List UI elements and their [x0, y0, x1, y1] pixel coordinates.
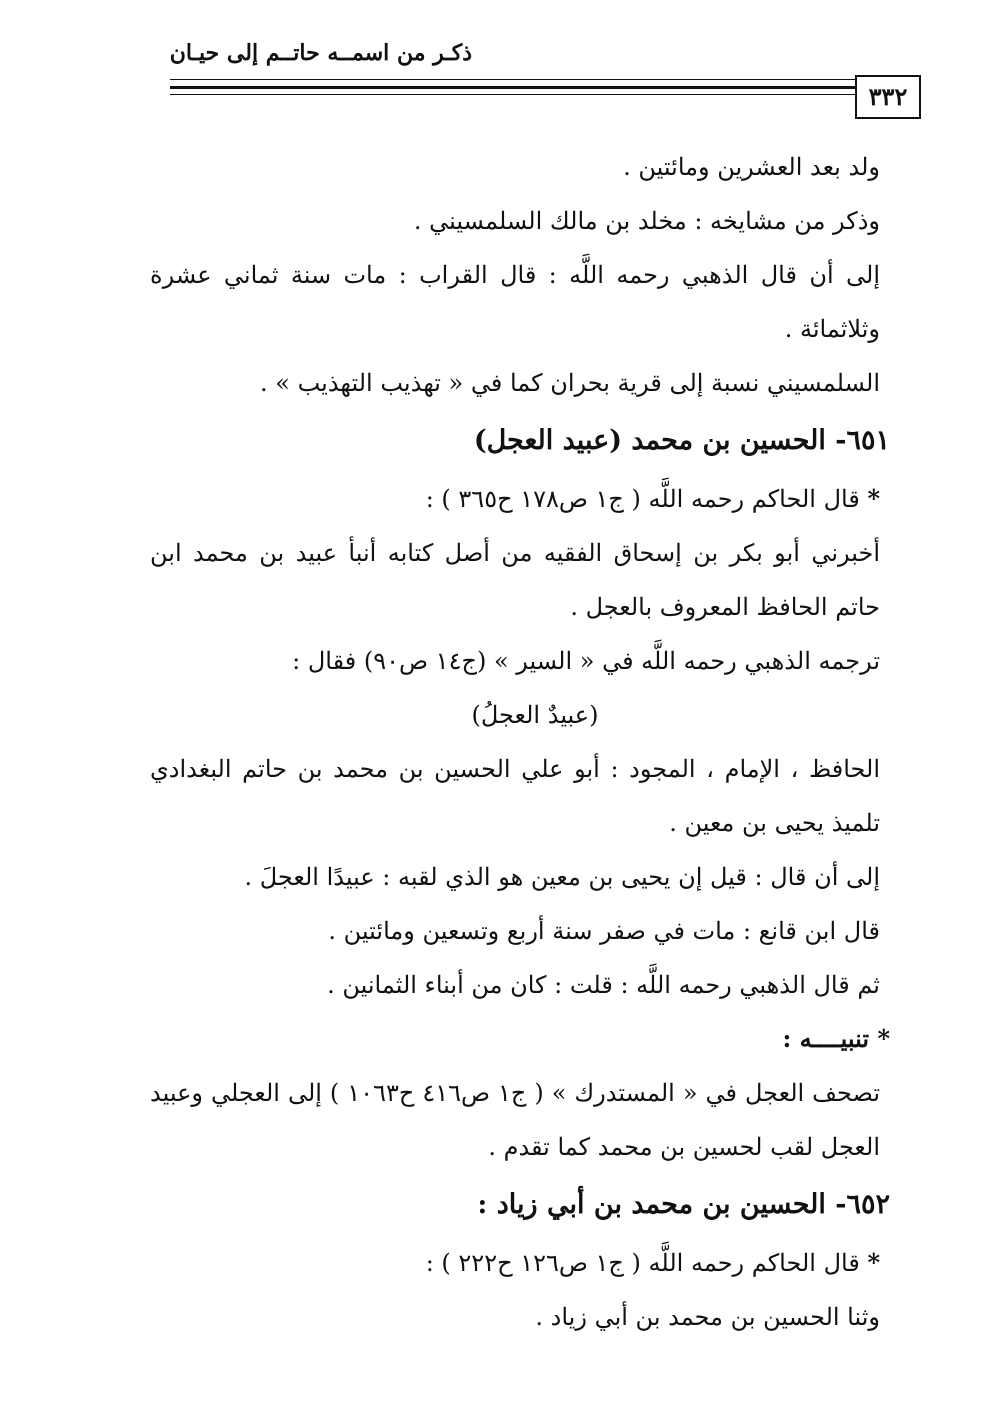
notice-heading [150, 1012, 920, 1066]
paragraph: ترجمه الذهبي رحمه اللَّه في « السير » (ج١٤ ص٩٠) فقال : [292, 647, 880, 675]
asterisk-marker: * [867, 1248, 880, 1277]
paragraph: أخبرني أبو بكر بن إسحاق الفقيه من أصل كتابه أنبأ عبيد بن محمد ابن حاتم الحافظ المعروف بالعجل . [150, 539, 880, 621]
paragraph: تصحف العجل في « المستدرك » ( ج١ ص٤١٦ ح١٠٦٣ ) إلى العجلي وعبيد العجل لقب لحسين بن محمد كما تقدم . [150, 1079, 880, 1161]
paragraph: قال ابن قانع : مات في صفر سنة أربع وتسعين ومائتين . [328, 917, 880, 945]
paragraph: وثنا الحسين بن محمد بن أبي زياد . [535, 1303, 880, 1331]
header-rule-thin-lower [170, 94, 855, 95]
paragraph: ثم قال الذهبي رحمه اللَّه : قلت : كان من أبناء الثمانين . [327, 971, 880, 999]
paragraph: ولد بعد العشرين ومائتين . [623, 153, 880, 181]
paragraph: الحافظ ، الإمام ، المجود : أبو علي الحسين بن محمد بن حاتم البغدادي تلميذ يحيى بن معين . [150, 755, 881, 837]
quoted-title: (عبيدٌ العجلُ) [471, 701, 599, 729]
paragraph: وذكر من مشايخه : مخلد بن مالك السلمسيني . [413, 207, 880, 235]
source-citation [150, 1236, 920, 1290]
header-rule-thick [170, 86, 855, 89]
entry-heading-652: ٦٥٢- الحسين بن محمد بن أبي زياد : [477, 1189, 890, 1220]
paragraph: السلمسيني نسبة إلى قرية بحران كما في « تهذيب التهذيب » . [260, 369, 880, 397]
paragraph: إلى أن قال : قيل إن يحيى بن معين هو الذي لقبه : عبيدًا العجلَ . [244, 863, 880, 891]
paragraph: إلى أن قال الذهبي رحمه اللَّه : قال القراب : مات سنة ثماني عشرة وثلاثمائة . [150, 261, 880, 343]
page-body [150, 140, 920, 1344]
asterisk-marker: * [867, 484, 880, 513]
asterisk-marker: * [877, 1024, 890, 1053]
citation-text: قال الحاكم رحمه اللَّه ( ج١ ص١٧٨ ح٣٦٥ ) : [425, 485, 860, 513]
notice-label: تنبيــــه : [782, 1024, 870, 1053]
source-citation [150, 472, 920, 526]
page-number: ٣٣٢ [855, 75, 921, 119]
running-title: ذكـر من اسمــه حاتــم إلى حيـان [169, 40, 472, 66]
citation-text: قال الحاكم رحمه اللَّه ( ج١ ص١٢٦ ح٢٢٢ ) : [425, 1249, 860, 1277]
header-rule-thin [170, 79, 855, 80]
entry-heading-651: ٦٥١- الحسين بن محمد (عبيد العجل) [473, 425, 890, 456]
